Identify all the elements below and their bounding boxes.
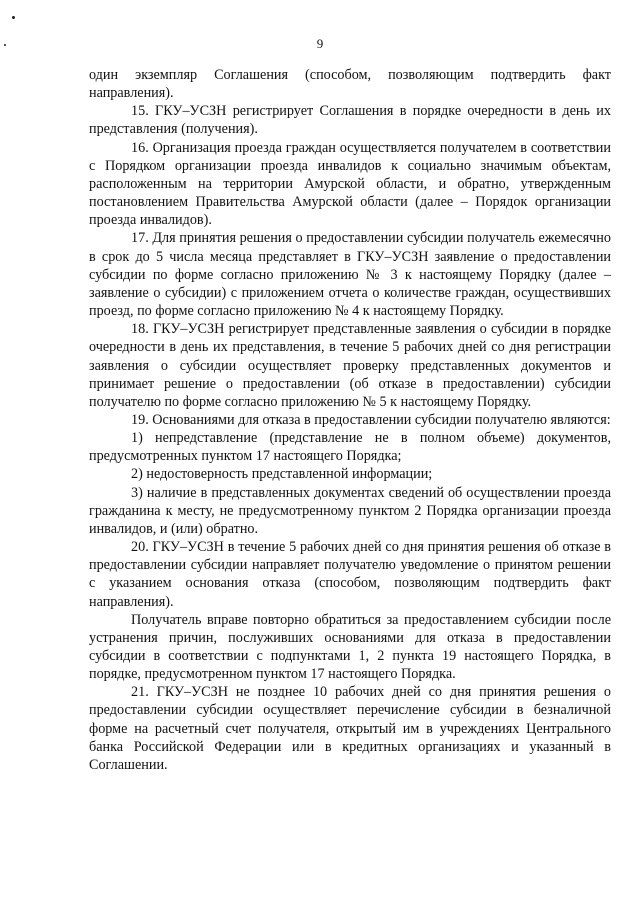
paragraph-19-item-1: 1) непредставление (представление не в полном объеме) документов, предусмотренных пунктом 17 настоящего Порядка; (89, 430, 611, 465)
paragraph-18: 18. ГКУ–УСЗН регистрирует представленные заявления о субсидии в порядке очередности в день их представления, в течение 5 рабочих дней со дня регистрации заявления о субсидии осуществляет проверку представленных документов и принимает решение о предоставлении (об отказе в предоставлении) субсидии получателю по форме согласно приложению № 5 к настоящему Порядку. (89, 321, 611, 410)
paragraph-17: 17. Для принятия решения о предоставлении субсидии получатель ежемесячно в срок до 5 числа месяца представляет в ГКУ–УСЗН заявление о предоставлении субсидии по форме согласно приложению № 3 к настоящему Порядку (далее – заявление о субсидии) с приложением отчета о количестве граждан, осуществивших проезд, по форме согласно приложению № 4 к настоящему Порядку. (89, 230, 611, 320)
scan-speck (12, 16, 15, 19)
paragraph-19-item-3: 3) наличие в представленных документах сведений об осуществлении проезда гражданина к месту, не предусмотренному пунктом 2 Порядка организации проезда инвалидов, и (или) обратно. (89, 484, 611, 537)
paragraph-20-resubmission: Получатель вправе повторно обратиться за предоставлением субсидии после устранения причин, послуживших основаниями для отказа в предоставлении субсидии в соответствии с подпунктами 1, 2 пункта 19 настоящего Порядка, в порядке, предусмотренном пунктом 17 настоящего Порядка. (89, 611, 611, 683)
page-number: 9 (316, 36, 324, 51)
paragraph-19-item-2: 2) недостоверность представленной информации; (131, 466, 433, 483)
document-body (89, 66, 611, 774)
paragraph-15: 15. ГКУ–УСЗН регистрирует Соглашения в порядке очередности в день их представления (получения). (89, 103, 611, 138)
paragraph-19: 19. Основаниями для отказа в предоставлении субсидии получателю являются: (131, 411, 611, 428)
paragraph-21: 21. ГКУ–УСЗН не позднее 10 рабочих дней со дня принятия решения о предоставлении субсидии осуществляет перечисление субсидии в безналичной форме на расчетный счет получателя, открытый им в учреждениях Центрального банка Российской Федерации или в кредитных организациях и указанный в Соглашении. (89, 684, 611, 773)
paragraph-20: 20. ГКУ–УСЗН в течение 5 рабочих дней со дня принятия решения об отказе в предоставлении субсидии направляет получателю уведомление о принятом решении с указанием основания отказа (способом, позволяющим подтвердить факт направления). (89, 539, 611, 610)
paragraph-continuation: один экземпляр Соглашения (способом, позволяющим подтвердить факт направления). (89, 67, 611, 102)
paragraph-16: 16. Организация проезда граждан осуществляется получателем в соответствии с Порядком организации проезда инвалидов к социально значимым объектам, расположенным на территории Амурской области, и обратно, утвержденным постановлением Правительства Амурской области (далее – Порядок организации проезда инвалидов). (89, 139, 611, 229)
